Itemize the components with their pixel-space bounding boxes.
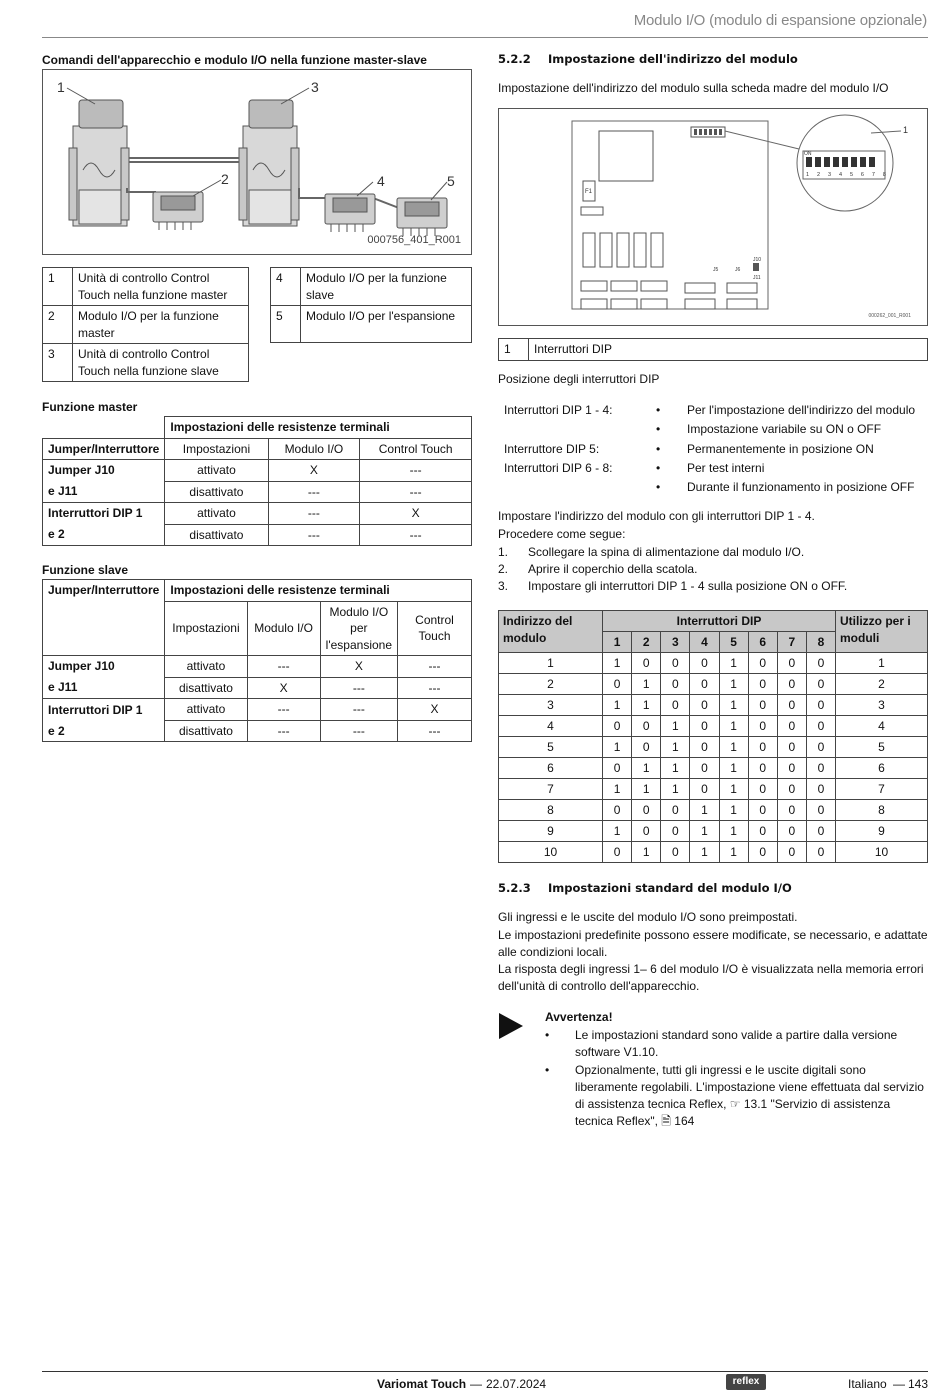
dip-bit-cell: 1 — [690, 800, 719, 821]
position-item: Durante il funzionamento in posizione OFF — [687, 480, 915, 494]
position-row: Interruttore DIP 5: • Permanentemente in posizione ON — [504, 442, 874, 456]
warning-list — [545, 1027, 928, 1130]
dip-bit-cell: 0 — [806, 737, 835, 758]
dip-bit-cell: 0 — [777, 779, 806, 800]
dip-bit-cell: 1 — [719, 779, 748, 800]
dip-bit-cell: 1 — [603, 821, 632, 842]
cell: X — [268, 460, 360, 482]
page-reference[interactable]: 164 — [674, 1114, 695, 1129]
dip-bit-cell: 0 — [777, 821, 806, 842]
dip-bit-cell: 0 — [603, 842, 632, 863]
col-header: Modulo I/O per l'espansione — [320, 601, 397, 656]
step-text: Aprire il coperchio della scatola. — [528, 562, 698, 576]
cell: attivato — [165, 460, 268, 482]
slave-title: Funzione slave — [42, 563, 129, 577]
table-row — [499, 821, 928, 842]
dip-bit-cell: 1 — [719, 821, 748, 842]
section-number: 5.2.2 — [498, 52, 531, 66]
legend-text: Interruttori DIP — [529, 339, 928, 361]
cell: --- — [320, 699, 397, 721]
cell: attivato — [165, 699, 247, 721]
callout-1: 1 — [57, 79, 65, 95]
address-cell: 7 — [499, 779, 603, 800]
section-number: 5.2.3 — [498, 881, 531, 895]
dip-bit-cell: 0 — [806, 842, 835, 863]
footer-language: Italiano — [848, 1377, 887, 1391]
dip-col-header: 2 — [632, 632, 661, 653]
dip-bit-cell: 0 — [748, 716, 777, 737]
dip-bit-cell: 0 — [777, 674, 806, 695]
use-cell: 5 — [836, 737, 928, 758]
dip-bit-cell: 1 — [632, 758, 661, 779]
footer-sep: — — [893, 1377, 905, 1391]
address-cell: 9 — [499, 821, 603, 842]
position-item: Impostazione variabile su ON o OFF — [687, 422, 882, 436]
cell: --- — [247, 656, 320, 678]
legend-text: Unità di controllo Control Touch nella funzione master — [73, 268, 249, 306]
table-row — [499, 716, 928, 737]
empty-cell — [43, 417, 165, 439]
dip-bit-cell: 0 — [661, 695, 690, 716]
use-cell: 2 — [836, 674, 928, 695]
table-row — [499, 695, 928, 716]
address-cell: 5 — [499, 737, 603, 758]
figure-legend-right — [270, 267, 472, 343]
dip-bit-cell: 1 — [632, 779, 661, 800]
callout-5: 5 — [447, 173, 455, 189]
dip-bit-cell: 0 — [632, 821, 661, 842]
dip-address-table — [498, 610, 928, 863]
cell: --- — [398, 720, 472, 742]
figure-legend-left — [42, 267, 249, 382]
dip-bit-cell: 0 — [661, 842, 690, 863]
dip-col-header: 6 — [748, 632, 777, 653]
legend-text: Unità di controllo Control Touch nella funzione slave — [73, 344, 249, 382]
col-header-address: Indirizzo del modulo — [499, 611, 603, 653]
paragraph: La risposta degli ingressi 1– 6 del modulo I/O è visualizzata nella memoria errori dell'unità di controllo dell'apparecchio. — [498, 962, 924, 994]
address-cell: 8 — [499, 800, 603, 821]
dip-col-header: 7 — [777, 632, 806, 653]
j11-label: J11 — [753, 275, 761, 281]
dip-bit-cell: 0 — [748, 800, 777, 821]
dip-bit-cell: 0 — [690, 758, 719, 779]
f1-label: F1 — [585, 189, 593, 195]
legend-text: Modulo I/O per l'espansione — [301, 306, 472, 343]
position-row: Interruttori DIP 6 - 8: • Per test interni — [504, 461, 765, 475]
dip-bit-cell: 0 — [777, 695, 806, 716]
section-title: Impostazione dell'indirizzo del modulo — [548, 52, 798, 66]
dip-bit-cell: 1 — [719, 737, 748, 758]
dip-bit-cell: 0 — [603, 800, 632, 821]
cell: X — [360, 503, 472, 525]
use-cell: 8 — [836, 800, 928, 821]
legend-num: 1 — [43, 268, 73, 306]
step-text: Impostare gli interruttori DIP 1 - 4 sulla posizione ON o OFF. — [528, 579, 848, 593]
footer-rule — [42, 1371, 928, 1372]
position-row: • Impostazione variabile su ON o OFF — [656, 422, 882, 436]
legend-num: 5 — [271, 306, 301, 343]
footer-product: Variomat Touch — [377, 1377, 467, 1391]
dip-bit-cell: 0 — [748, 737, 777, 758]
col-header-dip: Interruttori DIP — [603, 611, 836, 632]
dip-bit-cell: 0 — [603, 674, 632, 695]
dip-bit-cell: 1 — [719, 842, 748, 863]
cell: --- — [320, 720, 397, 742]
position-row: Interruttori DIP 1 - 4: • Per l'impostazione dell'indirizzo del modulo — [504, 403, 916, 417]
row-label: Interruttori DIP 1 — [43, 503, 165, 525]
dip-bit-cell: 1 — [632, 695, 661, 716]
board-illustration — [499, 109, 929, 327]
dip-bit-cell: 0 — [777, 716, 806, 737]
paragraph: Le impostazioni predefinite possono essere modificate, se necessario, e adattate alle condizioni locali. — [498, 928, 928, 960]
cell: --- — [268, 524, 360, 546]
dip-bit-cell: 1 — [719, 695, 748, 716]
board-code: 000262_001_R001 — [868, 313, 911, 320]
running-header: Modulo I/O (modulo di espansione opzionale) — [633, 12, 927, 29]
figure-title: Comandi dell'apparecchio e modulo I/O nella funzione master-slave — [42, 53, 427, 67]
empty-cell — [43, 601, 165, 656]
use-cell: 1 — [836, 653, 928, 674]
cell: --- — [268, 503, 360, 525]
dip-bit-cell: 0 — [690, 695, 719, 716]
dip-bit-cell: 0 — [806, 695, 835, 716]
row-label: e 2 — [43, 524, 165, 546]
dip-bit-cell: 0 — [806, 674, 835, 695]
master-slave-figure — [42, 69, 472, 255]
warning-text: Le impostazioni standard sono valide a partire dalla versione software V1.10. — [575, 1028, 898, 1060]
step-number: 1. — [498, 545, 509, 559]
cell: X — [320, 656, 397, 678]
address-cell: 6 — [499, 758, 603, 779]
dip-bit-cell: 0 — [632, 737, 661, 758]
dip-bit-cell: 1 — [603, 779, 632, 800]
group-header: Impostazioni delle resistenze terminali — [165, 417, 472, 439]
address-cell: 10 — [499, 842, 603, 863]
dip-bit-cell: 1 — [661, 716, 690, 737]
positions-title: Posizione degli interruttori DIP — [498, 372, 660, 386]
row-label: e J11 — [43, 677, 165, 699]
dip-bit-cell: 0 — [661, 800, 690, 821]
cell: disattivato — [165, 524, 268, 546]
cell: --- — [360, 481, 472, 503]
j10-label: J10 — [753, 257, 762, 263]
table-row — [499, 653, 928, 674]
col-header: Jumper/Interruttore — [43, 580, 165, 602]
col-header: Control Touch — [398, 601, 472, 656]
dip-numbers: 1 2 3 4 5 6 7 8 — [806, 172, 890, 178]
cell: disattivato — [165, 481, 268, 503]
dip-col-header: 5 — [719, 632, 748, 653]
dip-bit-cell: 0 — [690, 779, 719, 800]
cross-reference[interactable]: 13.1 "Servizio di assistenza tecnica Reflex", — [575, 1097, 891, 1129]
dip-col-header: 1 — [603, 632, 632, 653]
devices-illustration — [43, 70, 473, 256]
dip-bit-cell: 1 — [690, 821, 719, 842]
table-row — [499, 842, 928, 863]
instruction: Impostare l'indirizzo del modulo con gli interruttori DIP 1 - 4. — [498, 509, 815, 523]
use-cell: 7 — [836, 779, 928, 800]
address-cell: 3 — [499, 695, 603, 716]
dip-bit-cell: 0 — [777, 800, 806, 821]
warning-text: Opzionalmente, tutti gli ingressi e le uscite digitali sono liberamente regolabili. L'impostazione viene effettuata dal servizio di assistenza tecnica Reflex, — [575, 1063, 924, 1112]
cell: attivato — [165, 503, 268, 525]
header-rule — [42, 37, 928, 38]
page-icon: 🗎 — [661, 1114, 675, 1129]
arrow-icon — [499, 1013, 523, 1039]
cell: --- — [320, 677, 397, 699]
step-number: 3. — [498, 579, 509, 593]
col-header: Impostazioni — [165, 438, 268, 460]
dip-bit-cell: 0 — [806, 821, 835, 842]
position-row: • Durante il funzionamento in posizione OFF — [656, 480, 915, 494]
group-header: Impostazioni delle resistenze terminali — [165, 580, 472, 602]
steps-list — [498, 544, 928, 595]
dip-bit-cell: 1 — [719, 800, 748, 821]
dip-bit-cell: 0 — [748, 821, 777, 842]
board-figure — [498, 108, 928, 326]
cell: --- — [360, 460, 472, 482]
pointer-hand-icon: ☞ — [729, 1097, 744, 1112]
cell: X — [398, 699, 472, 721]
dip-bit-cell: 0 — [690, 674, 719, 695]
dip-bit-cell: 0 — [632, 716, 661, 737]
dip-bit-cell: 0 — [603, 758, 632, 779]
dip-bit-cell: 0 — [748, 842, 777, 863]
dip-bit-cell: 0 — [806, 653, 835, 674]
legend-num: 1 — [499, 339, 529, 361]
section-intro: Impostazione dell'indirizzo del modulo sulla scheda madre del modulo I/O — [498, 81, 889, 95]
position-item: Permanentemente in posizione ON — [687, 442, 874, 456]
legend-num: 3 — [43, 344, 73, 382]
dip-bit-cell: 0 — [748, 695, 777, 716]
reflex-logo: reflex — [726, 1374, 766, 1390]
dip-bit-cell: 0 — [603, 716, 632, 737]
callout-3: 3 — [311, 79, 319, 95]
col-header: Jumper/Interruttore — [43, 438, 165, 460]
legend-text: Modulo I/O per la funzione slave — [301, 268, 472, 306]
dip-bit-cell: 0 — [690, 653, 719, 674]
legend-num: 4 — [271, 268, 301, 306]
board-legend — [498, 338, 928, 361]
dip-bit-cell: 0 — [777, 737, 806, 758]
warning-title: Avvertenza! — [545, 1010, 613, 1024]
table-row — [499, 758, 928, 779]
step-number: 2. — [498, 562, 509, 576]
cell: disattivato — [165, 677, 247, 699]
warning-item: • Opzionalmente, tutti gli ingressi e le uscite digitali sono liberamente regolabili. L'impostazione viene effettuata dal servizio di assistenza tecnica Reflex, ☞ 13.1 "Servizio di assistenza tecnica Reflex", 🗎 164 — [545, 1063, 924, 1129]
dip-bit-cell: 0 — [632, 653, 661, 674]
dip-bit-cell: 1 — [603, 653, 632, 674]
col-header-use: Utilizzo per i moduli — [836, 611, 928, 653]
address-cell: 4 — [499, 716, 603, 737]
position-label: Interruttori DIP 6 - 8: — [504, 461, 613, 475]
dip-bit-cell: 0 — [748, 779, 777, 800]
callout-4: 4 — [377, 173, 385, 189]
position-item: Per test interni — [687, 461, 765, 475]
cell: X — [247, 677, 320, 699]
use-cell: 10 — [836, 842, 928, 863]
dip-bit-cell: 0 — [806, 779, 835, 800]
cell: --- — [268, 481, 360, 503]
position-label: Interruttori DIP 1 - 4: — [504, 403, 613, 417]
dip-bit-cell: 0 — [690, 737, 719, 758]
dip-bit-cell: 0 — [777, 758, 806, 779]
figure-code: 000756_401_R001 — [367, 233, 461, 246]
cell: --- — [247, 720, 320, 742]
dip-bit-cell: 0 — [661, 821, 690, 842]
dip-bit-cell: 0 — [806, 716, 835, 737]
cell: --- — [247, 699, 320, 721]
j5-label: J5 — [713, 267, 719, 273]
dip-bit-cell: 0 — [777, 842, 806, 863]
step-text: Scollegare la spina di alimentazione dal modulo I/O. — [528, 545, 805, 559]
use-cell: 4 — [836, 716, 928, 737]
dip-bit-cell: 0 — [806, 800, 835, 821]
cell: --- — [398, 656, 472, 678]
dip-col-header: 8 — [806, 632, 835, 653]
dip-bit-cell: 0 — [632, 800, 661, 821]
instruction: Procedere come segue: — [498, 527, 626, 541]
master-table — [42, 416, 472, 546]
dip-bit-cell: 0 — [690, 716, 719, 737]
row-label: Interruttori DIP 1 — [43, 699, 165, 721]
dip-col-header: 3 — [661, 632, 690, 653]
page-number: 143 — [908, 1377, 929, 1391]
dip-bit-cell: 1 — [690, 842, 719, 863]
master-title: Funzione master — [42, 400, 138, 414]
table-row — [499, 737, 928, 758]
cell: --- — [398, 677, 472, 699]
dip-bit-cell: 1 — [719, 758, 748, 779]
dip-bit-cell: 0 — [748, 674, 777, 695]
dip-bit-cell: 0 — [748, 758, 777, 779]
dip-bit-cell: 1 — [632, 674, 661, 695]
footer-sep: — — [470, 1377, 482, 1391]
row-label: Jumper J10 — [43, 656, 165, 678]
table-row — [499, 674, 928, 695]
legend-num: 2 — [43, 306, 73, 344]
use-cell: 6 — [836, 758, 928, 779]
dip-bit-cell: 0 — [777, 653, 806, 674]
col-header: Modulo I/O — [247, 601, 320, 656]
dip-bit-cell: 0 — [748, 653, 777, 674]
footer-date: 22.07.2024 — [486, 1377, 547, 1391]
row-label: Jumper J10 — [43, 460, 165, 482]
dip-bit-cell: 1 — [603, 695, 632, 716]
j6-label: J6 — [735, 267, 741, 273]
board-callout-1: 1 — [903, 125, 909, 135]
address-cell: 1 — [499, 653, 603, 674]
table-row — [499, 779, 928, 800]
dip-bit-cell: 1 — [661, 779, 690, 800]
cell: attivato — [165, 656, 247, 678]
dip-bit-cell: 1 — [719, 674, 748, 695]
paragraph: Gli ingressi e le uscite del modulo I/O sono preimpostati. — [498, 910, 798, 924]
dip-bit-cell: 1 — [632, 842, 661, 863]
on-label: ON — [804, 151, 812, 157]
use-cell: 3 — [836, 695, 928, 716]
position-label: Interruttore DIP 5: — [504, 442, 600, 456]
dip-bit-cell: 0 — [806, 758, 835, 779]
col-header: Control Touch — [360, 438, 472, 460]
dip-bit-cell: 1 — [661, 758, 690, 779]
cell: disattivato — [165, 720, 247, 742]
dip-positions — [504, 402, 928, 498]
legend-text: Modulo I/O per la funzione master — [73, 306, 249, 344]
dip-bit-cell: 1 — [719, 653, 748, 674]
dip-bit-cell: 1 — [661, 737, 690, 758]
slave-table — [42, 579, 472, 742]
dip-bit-cell: 0 — [661, 674, 690, 695]
table-row — [499, 800, 928, 821]
dip-bit-cell: 0 — [661, 653, 690, 674]
address-cell: 2 — [499, 674, 603, 695]
use-cell: 9 — [836, 821, 928, 842]
row-label: e 2 — [43, 720, 165, 742]
cell: --- — [360, 524, 472, 546]
dip-col-header: 4 — [690, 632, 719, 653]
col-header: Impostazioni — [165, 601, 247, 656]
position-item: Per l'impostazione dell'indirizzo del modulo — [687, 403, 916, 417]
dip-bit-cell: 1 — [719, 716, 748, 737]
section-title: Impostazioni standard del modulo I/O — [548, 881, 792, 895]
dip-bit-cell: 1 — [603, 737, 632, 758]
callout-2: 2 — [221, 171, 229, 187]
col-header: Modulo I/O — [268, 438, 360, 460]
row-label: e J11 — [43, 481, 165, 503]
warning-item: • Le impostazioni standard sono valide a partire dalla versione software V1.10. — [545, 1028, 898, 1060]
